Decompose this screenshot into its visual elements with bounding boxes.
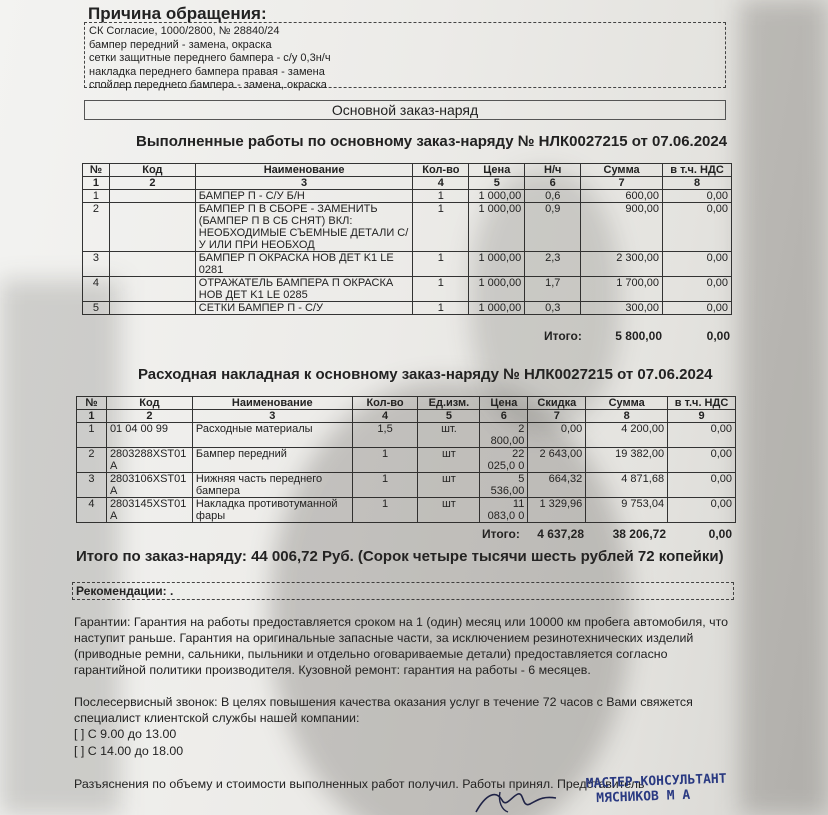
column-number: 1 [77,410,107,423]
table-row [77,448,736,473]
consultant-stamp [586,772,728,807]
row-vat: 0,00 [663,252,732,277]
parts-heading: Расходная накладная к основному заказ-наряду № НЛК0027215 от 07.06.2024 [138,366,713,383]
header-cell: Цена [469,164,525,177]
row-code [109,302,195,315]
column-number: 2 [106,410,192,423]
parts-total-label: Итого: [482,527,520,541]
row-number: 2 [77,448,107,473]
parts-total-discount: 4 637,28 [537,527,584,541]
header-cell: в т.ч. НДС [668,397,736,410]
row-hours: 1,7 [525,277,581,302]
row-name: ОТРАЖАТЕЛЬ БАМПЕРА П ОКРАСКА НОВ ДЕТ K1 LE 0285 [195,277,413,302]
row-sum: 19 382,00 [586,448,668,473]
table-row [77,498,736,523]
row-discount: 2 643,00 [528,448,586,473]
header-cell: Сумма [586,397,668,410]
row-code [109,203,195,252]
column-number-row [77,410,736,423]
row-price: 1 000,00 [469,252,525,277]
row-vat: 0,00 [663,203,732,252]
header-cell: в т.ч. НДС [663,164,732,177]
row-unit: шт. [418,423,480,448]
stamp-title: МАСТЕР-КОНСУЛЬТАНТ [585,771,727,792]
row-vat: 0,00 [668,448,736,473]
row-name: БАМПЕР П ОКРАСКА НОВ ДЕТ K1 LE 0281 [195,252,413,277]
table-header-row [83,164,732,177]
row-sum: 4 200,00 [586,423,668,448]
row-code: 01 04 00 99 [106,423,192,448]
header-cell: Кол-во [352,397,418,410]
guarantee-text: Гарантии: Гарантия на работы предоставляется сроком на 1 (один) месяц или 10000 км пробега автомобиля, что наступит раньше. Гарантия на оригинальные запасные части, за исключением резинотехнических изделий (приводные ремни, сальники, пыльники и отдельно оговариваемые детали) предоставляется согласно гарантийной политики производителя. Кузовной ремонт: гарантия на работы - 6 месяцев. [74,615,729,677]
row-price: 1 000,00 [469,203,525,252]
row-sum: 9 753,04 [586,498,668,523]
row-number: 4 [77,498,107,523]
row-code: 2803288XST01 A [106,448,192,473]
header-cell: Сумма [581,164,663,177]
row-sum: 4 871,68 [586,473,668,498]
callback-option-afternoon[interactable]: [ ] С 14.00 до 18.00 [74,744,184,758]
row-sum: 2 300,00 [581,252,663,277]
row-discount: 1 329,96 [528,498,586,523]
row-sum: 600,00 [581,190,663,203]
signature-icon [472,786,562,815]
header-cell: Наименование [195,164,413,177]
column-number: 1 [83,177,110,190]
row-hours: 0,9 [525,203,581,252]
row-price: 5 536,00 [480,473,528,498]
row-qty: 1 [413,302,469,315]
column-number: 4 [352,410,418,423]
table-header-row [77,397,736,410]
table-row [77,423,736,448]
row-sum: 900,00 [581,203,663,252]
column-number: 9 [668,410,736,423]
works-total-label: Итого: [544,329,582,343]
row-qty: 1 [352,498,418,523]
reason-title: Причина обращения: [88,4,267,23]
row-vat: 0,00 [663,277,732,302]
column-number: 5 [418,410,480,423]
callback-option-morning[interactable]: [ ] С 9.00 до 13.00 [74,727,177,741]
row-price: 1 000,00 [469,277,525,302]
table-row [83,277,732,302]
header-cell: № [83,164,110,177]
header-cell: Ед.изм. [418,397,480,410]
parts-table [76,396,736,523]
row-qty: 1 [352,448,418,473]
column-number: 6 [480,410,528,423]
works-heading: Выполненные работы по основному заказ-наряду № НЛК0027215 от 07.06.2024 [136,133,728,150]
row-unit: шт [418,498,480,523]
parts-total-vat: 0,00 [708,527,732,541]
row-discount: 0,00 [528,423,586,448]
column-number: 3 [195,177,413,190]
column-number: 7 [581,177,663,190]
row-number: 1 [83,190,110,203]
works-total-vat: 0,00 [706,329,730,343]
row-name: Расходные материалы [192,423,352,448]
reason-line: бампер передний - замена, окраска [89,38,272,51]
works-total-sum: 5 800,00 [615,329,662,343]
row-qty: 1 [352,473,418,498]
row-price: 1 000,00 [469,190,525,203]
header-cell: Код [106,397,192,410]
row-qty: 1 [413,252,469,277]
row-price: 2 800,00 [480,423,528,448]
column-number: 8 [663,177,732,190]
row-name: СЕТКИ БАМПЕР П - С/У [195,302,413,315]
row-name: БАМПЕР П - С/У Б/Н [195,190,413,203]
row-hours: 0,3 [525,302,581,315]
table-row [83,302,732,315]
row-vat: 0,00 [663,302,732,315]
column-number-row [83,177,732,190]
table-row [77,473,736,498]
row-discount: 664,32 [528,473,586,498]
row-vat: 0,00 [663,190,732,203]
row-sum: 300,00 [581,302,663,315]
row-name: Накладка противотуманной фары [192,498,352,523]
header-cell: Код [109,164,195,177]
header-cell: Н/ч [525,164,581,177]
order-type-bar: Основной заказ-наряд [84,100,726,120]
header-cell: Скидка [528,397,586,410]
row-vat: 0,00 [668,473,736,498]
row-sum: 1 700,00 [581,277,663,302]
column-number: 3 [192,410,352,423]
header-cell: Цена [480,397,528,410]
parts-total-sum: 38 206,72 [612,527,666,541]
reason-line: спойлер переднего бампера - замена, окраска [89,79,327,91]
row-code [109,190,195,203]
row-price: 1 000,00 [469,302,525,315]
row-hours: 0,6 [525,190,581,203]
row-code: 2803145XST01 A [106,498,192,523]
row-qty: 1 [413,190,469,203]
works-table [82,163,732,315]
column-number: 6 [525,177,581,190]
row-number: 4 [83,277,110,302]
row-unit: шт [418,473,480,498]
row-qty: 1 [413,277,469,302]
column-number: 4 [413,177,469,190]
row-unit: шт [418,448,480,473]
column-number: 2 [109,177,195,190]
reason-line: сетки защитные переднего бампера - с/у 0,3н/ч [89,52,331,64]
acceptance-text: Разъяснения по объему и стоимости выполненных работ получил. Работы принял. Представитель [74,777,645,791]
reason-line: СК Согласие, 1000/2800, № 28840/24 [89,25,280,37]
callback-text: Послесервисный звонок: В целях повышения качества оказания услуг в течение 72 часов с Вами свяжется специалист клиентской службы нашей компании: [74,695,693,725]
table-row [83,203,732,252]
grand-total: Итого по заказ-наряду: 44 006,72 Руб. (Сорок четыре тысячи шесть рублей 72 копейки) [76,548,724,565]
recommendations-box: Рекомендации: . [72,582,734,600]
row-number: 1 [77,423,107,448]
reason-box [84,22,726,91]
row-code: 2803106XST01 A [106,473,192,498]
row-qty: 1 [413,203,469,252]
column-number: 5 [469,177,525,190]
row-hours: 2,3 [525,252,581,277]
header-cell: № [77,397,107,410]
row-vat: 0,00 [668,498,736,523]
row-code [109,252,195,277]
row-number: 3 [83,252,110,277]
row-name: Нижняя часть переднего бампера [192,473,352,498]
header-cell: Наименование [192,397,352,410]
row-name: БАМПЕР П В СБОРЕ - ЗАМЕНИТЬ (БАМПЕР П В СБ СНЯТ) ВКЛ: НЕОБХОДИМЫЕ СЪЕМНЫЕ ДЕТАЛИ С/У ИЛИ ПРИ НЕОБХОД [195,203,413,252]
table-row [83,190,732,203]
reason-line: накладка переднего бампера правая - замена [89,65,325,78]
row-number: 5 [83,302,110,315]
column-number: 7 [528,410,586,423]
row-vat: 0,00 [668,423,736,448]
header-cell: Кол-во [413,164,469,177]
column-number: 8 [586,410,668,423]
stamp-name: МЯСНИКОВ М А [596,787,691,807]
row-name: Бампер передний [192,448,352,473]
row-qty: 1,5 [352,423,418,448]
row-number: 3 [77,473,107,498]
table-row [83,252,732,277]
row-price: 11 083,0 0 [480,498,528,523]
row-number: 2 [83,203,110,252]
row-code [109,277,195,302]
row-price: 22 025,0 0 [480,448,528,473]
